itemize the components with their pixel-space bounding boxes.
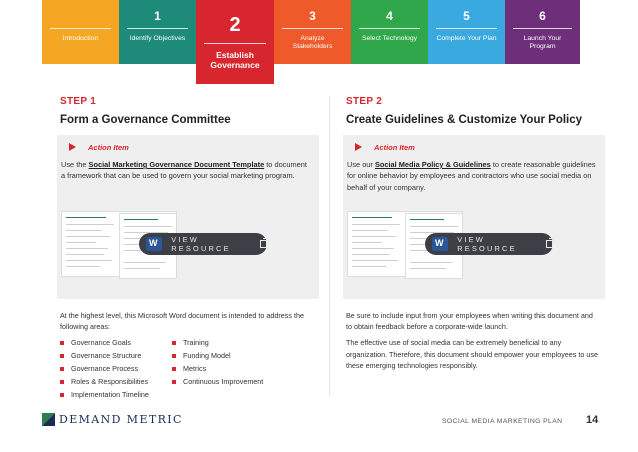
tab-divider [359, 28, 420, 29]
action-text-pre: Use our [347, 160, 375, 169]
list-item [172, 364, 302, 374]
tab-number: 5 [463, 9, 470, 23]
bullet-icon [60, 354, 64, 358]
tab-number: 6 [539, 9, 546, 23]
column-divider [329, 96, 330, 396]
bullet-icon [60, 367, 64, 371]
list-item-text: Governance Structure [71, 351, 142, 361]
view-resource-label: VIEW RESOURCE [171, 235, 231, 253]
list-item-text: Metrics [183, 364, 207, 374]
tab-analyze-stakeholders[interactable] [274, 0, 351, 64]
action-item-label: Action Item [88, 142, 129, 152]
action-text-pre: Use the [61, 160, 89, 169]
paragraph-input: Be sure to include input from your employees when writing this document and to obtain feedback before a corporate-wide launch. [346, 311, 593, 332]
action-item-header [347, 140, 415, 154]
flag-icon [69, 143, 76, 151]
bullet-icon [60, 393, 64, 397]
step-title: Form a Governance Committee [60, 114, 231, 126]
tab-number: 4 [386, 9, 393, 23]
list-item [60, 377, 172, 387]
bullet-icon [172, 341, 176, 345]
tab-label: Complete Your Plan [436, 35, 497, 42]
tab-label: Launch Your Program [523, 35, 562, 50]
step-2-section [346, 96, 598, 371]
brand-name: DEMAND METRIC [59, 413, 183, 426]
tab-number: 1 [154, 9, 161, 23]
list-item-text: Funding Model [183, 351, 231, 361]
list-item-text: Roles & Responsibilities [71, 377, 149, 387]
tab-label: Select Technology [361, 35, 418, 42]
list-item-text: Training [183, 338, 209, 348]
step-label: STEP 1 [60, 96, 97, 107]
list-item [60, 351, 172, 361]
action-text-post: to document a framework that can be used to govern your social marketing program. [61, 160, 307, 181]
tab-divider [282, 28, 343, 29]
word-document-icon [146, 237, 162, 251]
bullet-icon [60, 341, 64, 345]
list-item-text: Governance Goals [71, 338, 131, 348]
list-item [60, 390, 172, 400]
tab-establish-governance[interactable] [196, 0, 274, 84]
tab-label: Introduction [62, 35, 99, 42]
tab-label: Analyze Stakeholders [292, 35, 333, 50]
list-item [172, 338, 302, 348]
step-1-section [60, 96, 312, 400]
list-item [60, 364, 172, 374]
list-item-text: Governance Process [71, 364, 139, 374]
step-label: STEP 2 [346, 96, 383, 107]
list-item-text: Continuous Improvement [183, 377, 264, 387]
bullet-icon [172, 380, 176, 384]
page-number: 14 [586, 414, 599, 426]
tab-select-technology[interactable] [351, 0, 428, 64]
bullet-icon [60, 380, 64, 384]
tab-identify-objectives[interactable] [119, 0, 196, 64]
tab-divider [127, 28, 188, 29]
view-resource-button[interactable] [425, 233, 553, 255]
tab-divider [436, 28, 497, 29]
governance-areas-list [60, 338, 312, 400]
tab-divider [513, 28, 572, 29]
action-item-text [61, 159, 313, 182]
view-resource-label: VIEW RESOURCE [457, 235, 517, 253]
policy-guidelines-link[interactable]: Social Media Policy & Guidelines [374, 160, 491, 169]
step-navigation [42, 0, 580, 84]
flag-icon [355, 143, 362, 151]
action-item-label: Action Item [374, 142, 415, 152]
view-resource-button[interactable] [139, 233, 267, 255]
tab-divider [204, 43, 266, 44]
action-item-box [57, 135, 319, 299]
list-item [172, 377, 302, 387]
action-item-header [61, 140, 129, 154]
paragraph-benefits: The effective use of social media can be extremely beneficial to any organization. Therefore, this document should empower your employees to use these emerging technologies responsibly. [346, 338, 598, 370]
tab-launch-your-program[interactable] [505, 0, 580, 64]
logo-icon [42, 413, 55, 426]
tab-label: Identify Objectives [129, 35, 186, 42]
list-item-text: Implementation Timeline [71, 390, 149, 400]
tab-complete-your-plan[interactable] [428, 0, 505, 64]
action-item-text [347, 159, 599, 193]
tab-divider [50, 28, 111, 29]
guidance-text [346, 310, 598, 371]
step-title: Create Guidelines & Customize Your Policy [346, 114, 583, 126]
intro-paragraph: At the highest level, this Microsoft Word document is intended to address the following areas: [60, 311, 304, 332]
tab-label: Establish Governance [210, 50, 260, 70]
governance-template-link[interactable]: Social Marketing Governance Document Template [88, 160, 265, 169]
bullet-icon [172, 367, 176, 371]
tab-number [42, 9, 119, 23]
demand-metric-logo [42, 413, 183, 426]
word-document-icon [432, 237, 448, 251]
list-item [172, 351, 302, 361]
list-item [60, 338, 172, 348]
external-link-icon [546, 240, 553, 248]
tab-introduction[interactable] [42, 0, 119, 64]
action-item-box [343, 135, 605, 299]
action-text-post: to create reasonable guidelines for online behavior by employees and contractors who use social media on behalf of your company. [347, 160, 596, 192]
external-link-icon [260, 240, 267, 248]
tab-number: 3 [309, 9, 316, 23]
tab-number: 2 [229, 14, 241, 36]
bullet-icon [172, 354, 176, 358]
footer-title: SOCIAL MEDIA MARKETING PLAN [442, 418, 563, 425]
